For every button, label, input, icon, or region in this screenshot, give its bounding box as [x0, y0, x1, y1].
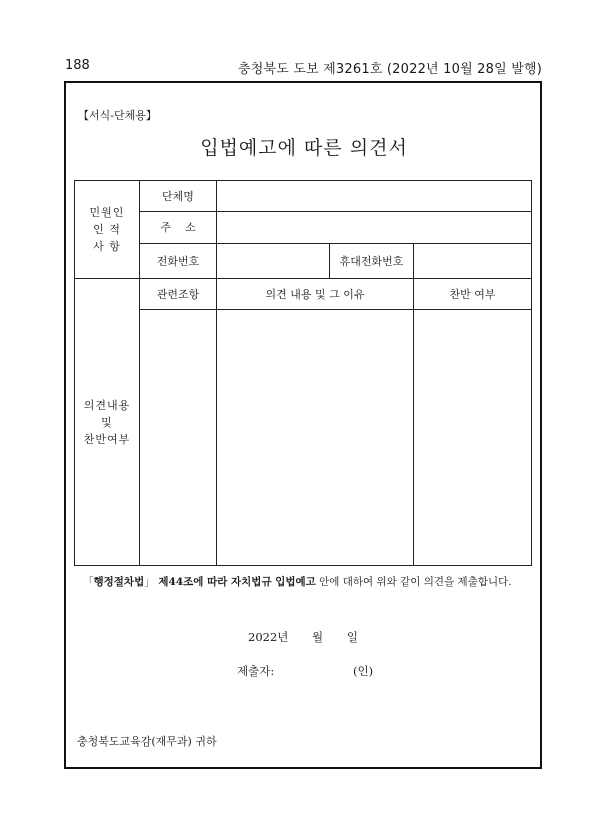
address-label: 주 소: [140, 212, 217, 244]
date-month: 월: [312, 630, 324, 644]
mobile-field[interactable]: [414, 244, 532, 279]
addressee: 충청북도교육감(재무과) 귀하: [77, 735, 217, 748]
applicant-section-label: 민원인 인 적 사 항: [75, 181, 140, 279]
related-article-header: 관련조항: [140, 279, 217, 310]
form-type-label: 【서식-단체용】: [78, 109, 157, 122]
page-number: 188: [65, 58, 90, 73]
approval-header: 찬반 여부: [414, 279, 532, 310]
phone-label: 전화번호: [140, 244, 217, 279]
date-day: 일: [346, 630, 358, 644]
org-name-label: 단체명: [140, 181, 217, 212]
date-line: [248, 629, 374, 645]
date-year: 2022년: [248, 630, 289, 644]
opinion-form-table: [74, 180, 532, 566]
bulletin-header: 충청북도 도보 제3261호 (2022년 10월 28일 발행): [237, 62, 542, 77]
address-field[interactable]: [217, 212, 532, 244]
related-article-field[interactable]: [140, 310, 217, 566]
org-name-field[interactable]: [217, 181, 532, 212]
form-title: 입법예고에 따른 의견서: [200, 137, 408, 159]
opinion-section-label: 의견내용 및 찬반여부: [75, 279, 140, 566]
opinion-reason-header: 의견 내용 및 그 이유: [217, 279, 414, 310]
approval-field[interactable]: [414, 310, 532, 566]
submitter-label: 제출자:: [237, 664, 275, 678]
mobile-label: 휴대전화번호: [330, 244, 414, 279]
phone-field[interactable]: [217, 244, 330, 279]
submission-statement: 「행정절차법」 제44조에 따라 자치법규 입법예고 안에 대하여 위와 같이 의견을 제출합니다.: [83, 576, 512, 588]
opinion-reason-field[interactable]: [217, 310, 414, 566]
seal-mark: (인): [353, 664, 374, 678]
